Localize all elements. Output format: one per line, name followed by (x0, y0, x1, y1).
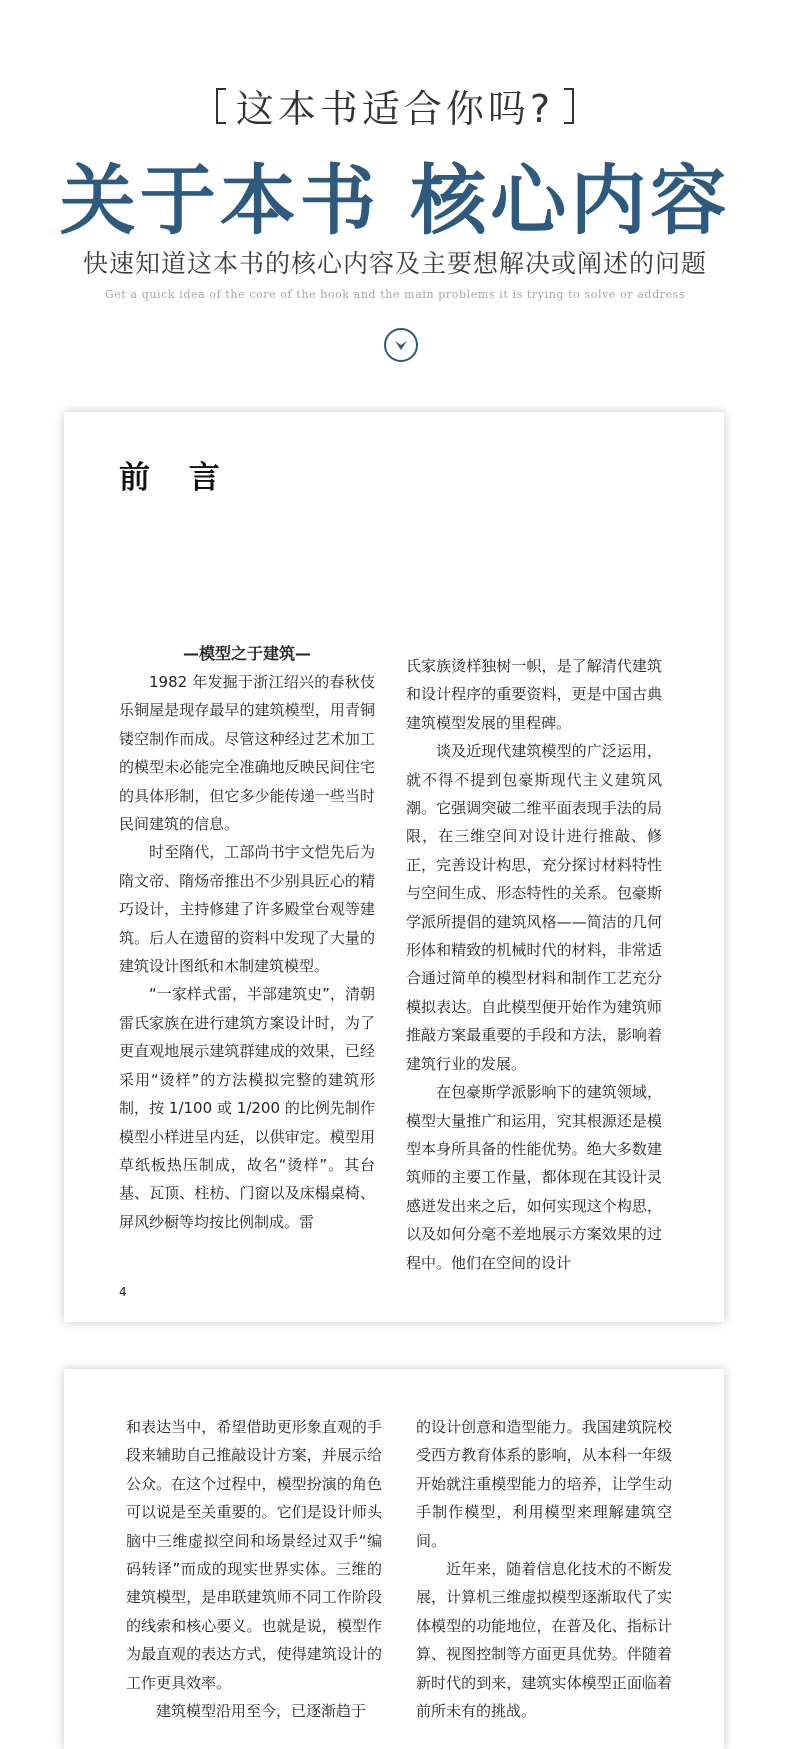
paragraph: “一家样式雷，半部建筑史”，清朝雷氏家族在进行建筑方案设计时，为了更直观地展示建筑群建成的效果，已经采用“烫样”的方法模拟完整的建筑形制，按 1/100 或 1/200 的比例先制作模型小样进呈内廷，以供审定。模型用草纸板热压制成，故名“烫样”。其台基、瓦顶、柱枋、门窗以及床榻桌椅、屏风纱橱等均按比例制成。雷 (119, 985, 375, 1231)
paragraph: 的设计创意和造型能力。我国建筑院校受西方教育体系的影响，从本科一年级开始就注重模型能力的培养，让学生动手制作模型，利用模型来理解建筑空间。 (416, 1418, 672, 1550)
paragraph: 近年来，随着信息化技术的不断发展，计算机三维虚拟模型逐渐取代了实体模型的功能地位，在普及化、指标计算、视图控制等方面更具优势。伴随着新时代的到来，建筑实体模型正面临着前所未有的挑战。 (416, 1560, 672, 1721)
chevron-down-circle-icon[interactable] (384, 328, 418, 362)
subtitle: 快速知道这本书的核心内容及主要想解决或阐述的问题 (82, 249, 707, 278)
book-page-2 (64, 1369, 724, 1749)
paragraph: 谈及近现代建筑模型的广泛运用，就不得不提到包豪斯现代主义建筑风潮。它强调突破二维平面表现手法的局限，在三维空间对设计进行推敲、修正，完善设计构思，充分探讨材料特性与空间生成、形态特性的关系。包豪斯学派所提倡的建筑风格——简洁的几何形体和精致的机械时代的材料，非常适合通过简单的模型材料和制作工艺充分模拟表达。自此模型便开始作为建筑师推敲方案最重要的手段和方法，影响着建筑行业的发展。 (406, 742, 662, 1073)
page1-right-column (406, 652, 662, 1277)
page2-right-column (416, 1413, 672, 1725)
subtitle-english: Get a quick idea of the core of the book and the main problems it is trying to solve or address (104, 288, 686, 301)
page1-left-column (119, 640, 375, 1236)
preface-heading: 前 言 (119, 460, 234, 496)
paragraph: 建筑模型沿用至今，已逐渐趋于 (156, 1702, 367, 1721)
paragraph: 1982 年发掘于浙江绍兴的春秋伎乐铜屋是现存最早的建筑模型，用青铜镂空制作而成。尽管这种经过艺术加工的模型未必能完全准确地反映民间住宅的具体形制，但它多少能传递一些当时民间建筑的信息。 (119, 673, 375, 834)
section-title: —模型之于建筑— (182, 644, 311, 663)
paragraph: 和表达当中，希望借助更形象直观的手段来辅助自己推敲设计方案，并展示给公众。在这个过程中，模型扮演的角色可以说是至关重要的。它们是设计师头脑中三维虚拟空间和场景经过双手“编码转译”而成的现实世界实体。三维的建筑模型，是串联建筑师不同工作阶段的线索和核心要义。也就是说，模型作为最直观的表达方式，使得建筑设计的工作更具效率。 (126, 1418, 382, 1692)
chevron-down-icon (392, 336, 410, 354)
page-number: 4 (119, 1285, 127, 1299)
main-title: 关于本书 核心内容 (59, 156, 731, 245)
paragraph: 时至隋代，工部尚书宇文恺先后为隋文帝、隋炀帝推出不少别具匠心的精巧设计，主持修建了许多殿堂台观等建筑。后人在遗留的资料中发现了大量的建筑设计图纸和木制建筑模型。 (119, 843, 375, 976)
page2-left-column (126, 1413, 382, 1725)
section-tag (0, 78, 790, 133)
paragraph: 氏家族烫样独树一帜，是了解清代建筑和设计程序的重要资料，更是中国古典建筑模型发展的里程碑。 (406, 657, 662, 732)
right-bracket (564, 88, 574, 124)
paragraph: 在包豪斯学派影响下的建筑领域，模型大量推广和运用，究其根源还是模型本身所具备的性能优势。绝大多数建筑师的主要工作量，都体现在其设计灵感迸发出来之后，如何实现这个构思，以及如何分毫不差地展示方案效果的过程中。他们在空间的设计 (406, 1083, 662, 1272)
section-tag-text: 这本书适合你吗? (235, 87, 555, 131)
left-bracket (216, 88, 226, 124)
book-page-1 (64, 412, 724, 1322)
